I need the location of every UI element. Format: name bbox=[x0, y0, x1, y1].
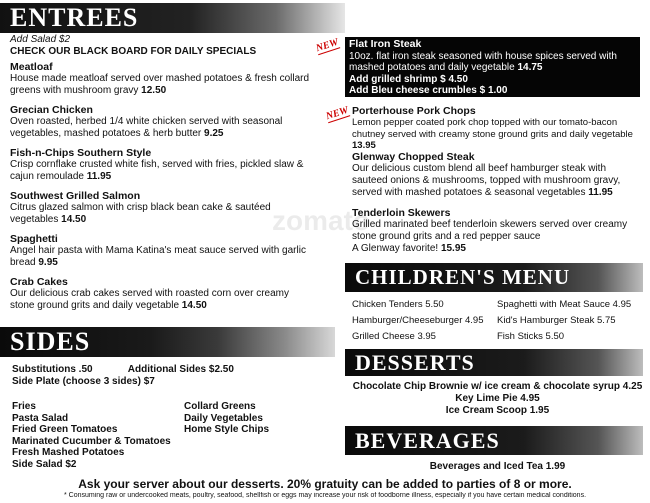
childrens-item: Chicken Tenders 5.50 bbox=[352, 299, 444, 310]
entree-name: Fish-n-Chips Southern Style bbox=[10, 147, 152, 159]
childrens-right-list bbox=[497, 297, 647, 345]
entree-desc: House made meatloaf served over mashed potatoes & fresh collard greens with mushroom gravy bbox=[10, 73, 310, 96]
entrees-title: ENTREES bbox=[10, 3, 139, 32]
flat-iron-name: Flat Iron Steak bbox=[349, 38, 422, 50]
entree-name: Meatloaf bbox=[10, 61, 53, 73]
side-item: Daily Vegetables bbox=[184, 412, 263, 424]
porterhouse-item bbox=[352, 105, 642, 152]
new-badge: NEW bbox=[314, 36, 340, 55]
porterhouse-desc: Lemon pepper coated pork chop topped with our tomato-bacon chutney served with creamy stone ground grits and daily vegetable bbox=[352, 117, 633, 140]
entree-item bbox=[10, 147, 310, 183]
entree-desc: Crisp cornflake crusted white fish, served with fries, pickled slaw & cajun remoulade bbox=[10, 159, 304, 182]
tenderloin-desc: Grilled marinated beef tenderloin skewers served over creamy stone ground grits and a red pepper sauce bbox=[352, 219, 628, 242]
beverages-title: BEVERAGES bbox=[355, 427, 500, 453]
side-item: Home Style Chips bbox=[184, 424, 270, 435]
dessert-item: Chocolate Chip Brownie w/ ice cream & chocolate syrup 4.25 bbox=[352, 381, 643, 392]
glenway-name: Glenway Chopped Steak bbox=[352, 151, 475, 163]
flat-iron-addon-bleu: Add Bleu cheese crumbles $ 1.00 bbox=[349, 85, 508, 96]
dessert-item: Ice Cream Scoop 1.95 bbox=[445, 405, 550, 416]
flat-iron-desc: 10oz. flat iron steak seasoned with house spices served with mashed potatoes and daily vegetable bbox=[349, 50, 617, 73]
childrens-item: Fish Sticks 5.50 bbox=[497, 331, 565, 342]
footer-ask-server: Ask your server about our desserts. 20% gratuity can be added to parties of 8 or more. bbox=[78, 477, 572, 491]
tenderloin-price: 15.95 bbox=[440, 243, 466, 254]
zomato-watermark: zomato bbox=[272, 205, 370, 236]
sides-list-col2 bbox=[184, 401, 304, 436]
childrens-item: Kid's Hamburger Steak 5.75 bbox=[497, 315, 616, 326]
entree-name: Crab Cakes bbox=[10, 276, 68, 288]
desserts-title: DESSERTS bbox=[355, 349, 475, 375]
childrens-title: CHILDREN'S MENU bbox=[355, 265, 571, 289]
glenway-desc: Our delicious custom blend all beef hamburger steak with sauteed onions & mushrooms, topped with mushroom gravy, served with mashed potatoes & seasonal vegetables bbox=[352, 163, 621, 198]
add-salad-note: Add Salad $2 bbox=[10, 34, 71, 45]
side-plate-price: Side Plate (choose 3 sides) $7 bbox=[12, 376, 155, 387]
side-item: Fresh Mashed Potatoes bbox=[12, 447, 125, 458]
footer-warning: * Consuming raw or undercooked meats, poultry, seafood, shellfish or eggs may increase your risk of foodborne illness, especially if you have certain medical conditions. bbox=[63, 492, 587, 499]
sides-list-col1 bbox=[12, 401, 182, 470]
porterhouse-price: 13.95 bbox=[352, 140, 376, 151]
side-item: Fries bbox=[12, 401, 36, 412]
flat-iron-price: 14.75 bbox=[517, 62, 543, 73]
entree-name: Grecian Chicken bbox=[10, 104, 93, 116]
desserts-banner bbox=[345, 349, 643, 376]
entrees-banner bbox=[0, 3, 345, 33]
new-badge: NEW bbox=[324, 104, 350, 123]
entree-price: 14.50 bbox=[61, 214, 87, 225]
dessert-item: Key Lime Pie 4.95 bbox=[455, 393, 540, 404]
entree-desc: Angel hair pasta with Mama Katina's meat sauce served with garlic bread bbox=[10, 245, 306, 268]
entree-item bbox=[10, 276, 310, 312]
tenderloin-item bbox=[352, 207, 642, 255]
entree-name: Spaghetti bbox=[10, 233, 58, 245]
entree-item bbox=[10, 190, 310, 226]
entrees-section bbox=[10, 34, 310, 312]
substitutions-price: Substitutions .50 bbox=[12, 364, 93, 375]
sides-banner bbox=[0, 327, 335, 357]
childrens-left-list bbox=[352, 297, 502, 345]
sides-title: SIDES bbox=[10, 327, 91, 356]
side-item: Side Salad $2 bbox=[12, 458, 77, 470]
desserts-list bbox=[350, 381, 645, 417]
porterhouse-name: Porterhouse Pork Chops bbox=[352, 105, 476, 117]
entree-name: Southwest Grilled Salmon bbox=[10, 190, 141, 202]
tenderloin-name: Tenderloin Skewers bbox=[352, 207, 451, 219]
check-board-note: CHECK OUR BLACK BOARD FOR DAILY SPECIALS bbox=[10, 46, 257, 57]
beverages-banner bbox=[345, 426, 643, 455]
entree-price: 12.50 bbox=[141, 85, 167, 96]
side-item: Fried Green Tomatoes bbox=[12, 424, 118, 435]
childrens-banner bbox=[345, 263, 643, 292]
entree-desc: Oven roasted, herbed 1/4 white chicken served with seasonal vegetables, mashed potatoes & herb butter bbox=[10, 116, 283, 139]
entree-price: 9.25 bbox=[204, 128, 224, 139]
entree-price: 9.95 bbox=[38, 257, 58, 268]
side-item: Pasta Salad bbox=[12, 412, 69, 424]
entree-item bbox=[10, 104, 310, 140]
entree-desc: Citrus glazed salmon with crisp black bean cake & sautéed vegetables bbox=[10, 202, 271, 225]
entree-desc: Our delicious crab cakes served with roasted corn over creamy stone ground grits and daily vegetable bbox=[10, 288, 290, 311]
entree-item bbox=[10, 61, 310, 97]
side-item: Collard Greens bbox=[184, 401, 256, 412]
tenderloin-note: A Glenway favorite! bbox=[352, 243, 439, 254]
childrens-item: Spaghetti with Meat Sauce 4.95 bbox=[497, 299, 632, 310]
glenway-item bbox=[352, 151, 642, 199]
entree-price: 11.95 bbox=[86, 171, 112, 182]
glenway-price: 11.95 bbox=[588, 187, 613, 198]
flat-iron-steak-box bbox=[345, 37, 640, 97]
childrens-item: Grilled Cheese 3.95 bbox=[352, 331, 436, 342]
flat-iron-addon-shrimp: Add grilled shrimp $ 4.50 bbox=[349, 73, 468, 85]
beverages-item: Beverages and Iced Tea 1.99 bbox=[429, 461, 566, 472]
childrens-item: Hamburger/Cheeseburger 4.95 bbox=[352, 315, 484, 326]
entree-price: 14.50 bbox=[181, 300, 207, 311]
entree-item bbox=[10, 233, 310, 269]
sides-pricing bbox=[12, 364, 332, 388]
side-item: Marinated Cucumber & Tomatoes bbox=[12, 435, 171, 447]
additional-sides-price: Additional Sides $2.50 bbox=[127, 364, 234, 375]
